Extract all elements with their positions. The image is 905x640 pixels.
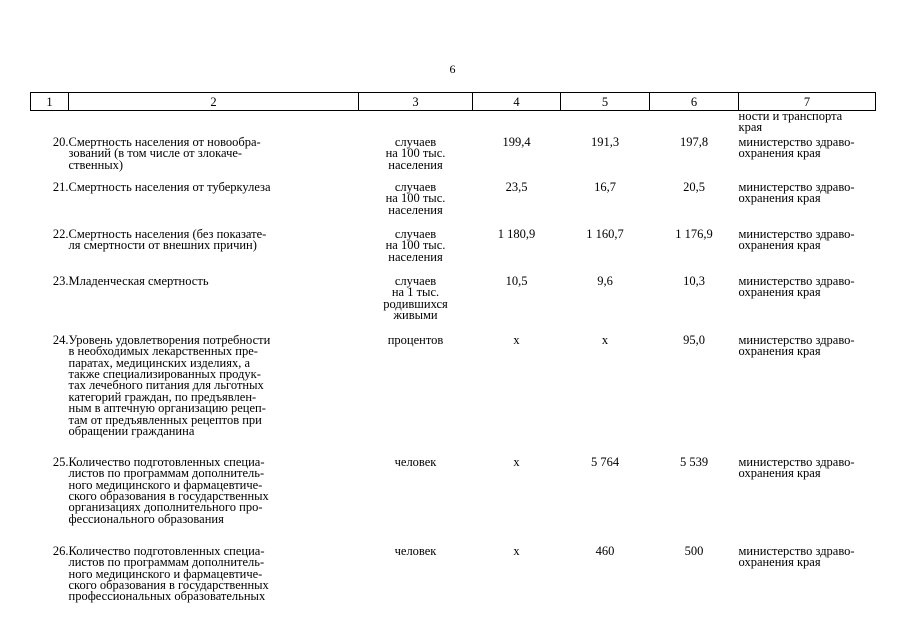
name-line: паратах, медицинских изделиях, а <box>68 355 251 370</box>
unit <box>359 179 473 226</box>
unit-line: на 100 тыс. <box>385 146 446 161</box>
name-line: профессиональных образовательных <box>68 589 266 604</box>
unit <box>359 332 473 454</box>
unit-line: населения <box>388 202 443 217</box>
indicator-name <box>69 332 359 454</box>
name-line: ского образования в государственных <box>68 578 269 593</box>
resp-line: охранения края <box>738 285 821 300</box>
indicator-name <box>69 273 359 332</box>
name-line: Младенческая смертность <box>68 273 209 288</box>
resp-line: охранения края <box>738 466 821 481</box>
table-row <box>31 134 876 179</box>
table-row <box>31 454 876 543</box>
responsible <box>739 226 876 273</box>
name-line: листов по программам дополнитель- <box>68 555 265 570</box>
name-line: также специализированных продук- <box>68 367 261 382</box>
responsible <box>739 454 876 543</box>
header-col-2: 2 <box>69 93 359 111</box>
unit-line: на 100 тыс. <box>385 238 446 253</box>
value-col-5: 9,6 <box>597 273 613 288</box>
value-col-6: 500 <box>684 543 704 558</box>
unit <box>359 226 473 273</box>
row-number: 26. <box>52 543 69 558</box>
table-row <box>31 543 876 606</box>
value-col-6: 197,8 <box>679 134 709 149</box>
resp-line: министерство здраво- <box>738 134 855 149</box>
row-number: 22. <box>52 226 69 241</box>
name-line: ного медицинского и фармацевтиче- <box>68 477 263 492</box>
row-number: 20. <box>52 134 69 149</box>
indicator-name <box>69 226 359 273</box>
value-col-4: 10,5 <box>505 273 528 288</box>
unit-line: человек <box>394 543 437 558</box>
name-line: ным в аптечную организацию рецеп- <box>68 401 266 416</box>
table-row <box>31 226 876 273</box>
responsible <box>739 543 876 606</box>
indicator-name <box>69 134 359 179</box>
value-col-5: х <box>601 332 609 347</box>
continuation-cell <box>739 111 876 134</box>
resp-line: охранения края <box>738 191 821 206</box>
name-line: ственных) <box>68 157 124 172</box>
row-number: 24. <box>52 332 69 347</box>
value-col-6: 1 176,9 <box>675 226 713 241</box>
header-col-4: 4 <box>473 93 561 111</box>
unit-line: случаев <box>394 179 437 194</box>
resp-line: охранения края <box>738 238 821 253</box>
unit-line: случаев <box>394 226 437 241</box>
header-col-7: 7 <box>739 93 876 111</box>
resp-line: министерство здраво- <box>738 543 855 558</box>
name-line: там от предъявленных рецептов при <box>68 412 262 427</box>
unit-line: процентов <box>387 332 444 347</box>
value-col-4: х <box>513 332 520 347</box>
name-line: листов по программам дополнитель- <box>68 466 265 481</box>
unit-line: населения <box>388 157 443 172</box>
indicators-table <box>30 92 876 606</box>
name-line: Уровень удовлетворения потребности <box>68 332 271 347</box>
row-number: 21. <box>52 179 69 194</box>
header-col-1: 1 <box>31 93 69 111</box>
resp-line: министерство здраво- <box>738 454 855 469</box>
unit-line: случаев <box>394 273 437 288</box>
name-line: зований (в том числе от злокаче- <box>68 146 243 161</box>
header-row <box>31 93 876 111</box>
responsible <box>739 332 876 454</box>
value-col-6: 10,3 <box>683 273 705 288</box>
unit <box>359 454 473 543</box>
responsible <box>739 273 876 332</box>
name-line: ского образования в государственных <box>68 489 269 504</box>
unit <box>359 543 473 606</box>
value-col-4: 1 180,9 <box>497 226 536 241</box>
resp-line: охранения края <box>738 146 821 161</box>
value-col-4: 199,4 <box>502 134 531 149</box>
unit-line: человек <box>394 454 437 469</box>
indicator-name <box>69 179 359 226</box>
resp-line: министерство здраво- <box>738 273 855 288</box>
header-col-5: 5 <box>561 93 650 111</box>
header-col-3: 3 <box>359 93 473 111</box>
name-line: тах лечебного питания для льготных <box>68 378 264 393</box>
value-col-6: 5 539 <box>679 454 709 469</box>
value-col-6: 20,5 <box>683 179 705 194</box>
resp-line: министерство здраво- <box>738 226 855 241</box>
value-col-4: х <box>513 543 520 558</box>
name-line: в необходимых лекарственных пре- <box>68 344 258 359</box>
value-col-5: 16,7 <box>594 179 616 194</box>
value-col-6: 95,0 <box>683 332 705 347</box>
name-line: обращении гражданина <box>68 424 195 439</box>
row-number: 23. <box>52 273 69 288</box>
name-line: Смертность населения от туберкулеза <box>68 179 271 194</box>
name-line: Смертность населения от новообра- <box>68 134 261 149</box>
name-line: Количество подготовленных специа- <box>68 543 265 558</box>
name-line: Смертность населения (без показате- <box>68 226 267 241</box>
table-row <box>31 179 876 226</box>
header-col-6: 6 <box>650 93 739 111</box>
name-line: Количество подготовленных специа- <box>68 454 265 469</box>
unit-line: родившихся <box>383 296 448 311</box>
resp-line: министерство здраво- <box>738 179 855 194</box>
unit-line: случаев <box>394 134 437 149</box>
resp-line: охранения края <box>738 555 821 570</box>
unit <box>359 273 473 332</box>
responsible <box>739 134 876 179</box>
unit-line: населения <box>388 249 443 264</box>
responsible <box>739 179 876 226</box>
unit-line: на 1 тыс. <box>391 285 440 300</box>
table-row <box>31 273 876 332</box>
continuation-row <box>31 111 876 134</box>
table-row <box>31 332 876 454</box>
value-col-4: х <box>513 454 520 469</box>
name-line: ного медицинского и фармацевтиче- <box>68 566 263 581</box>
name-line: ля смертности от внешних причин) <box>68 238 257 253</box>
value-col-5: 191,3 <box>590 134 620 149</box>
value-col-5: 1 160,7 <box>586 226 624 241</box>
continuation-line: края <box>738 120 763 135</box>
page-number: 6 <box>449 62 456 76</box>
value-col-5: 5 764 <box>590 454 620 469</box>
name-line: категорий граждан, по предъявлен- <box>68 389 257 404</box>
value-col-4: 23,5 <box>505 179 528 194</box>
unit <box>359 134 473 179</box>
resp-line: министерство здраво- <box>738 332 855 347</box>
resp-line: охранения края <box>738 344 821 359</box>
unit-line: живыми <box>393 308 438 323</box>
row-number: 25. <box>52 454 69 469</box>
indicator-name <box>69 454 359 543</box>
unit-line: на 100 тыс. <box>385 191 446 206</box>
indicator-name <box>69 543 359 606</box>
value-col-5: 460 <box>595 543 615 558</box>
name-line: организациях дополнительного про- <box>68 500 263 515</box>
name-line: фессионального образования <box>68 511 224 526</box>
continuation-line: ности и транспорта <box>738 109 843 123</box>
